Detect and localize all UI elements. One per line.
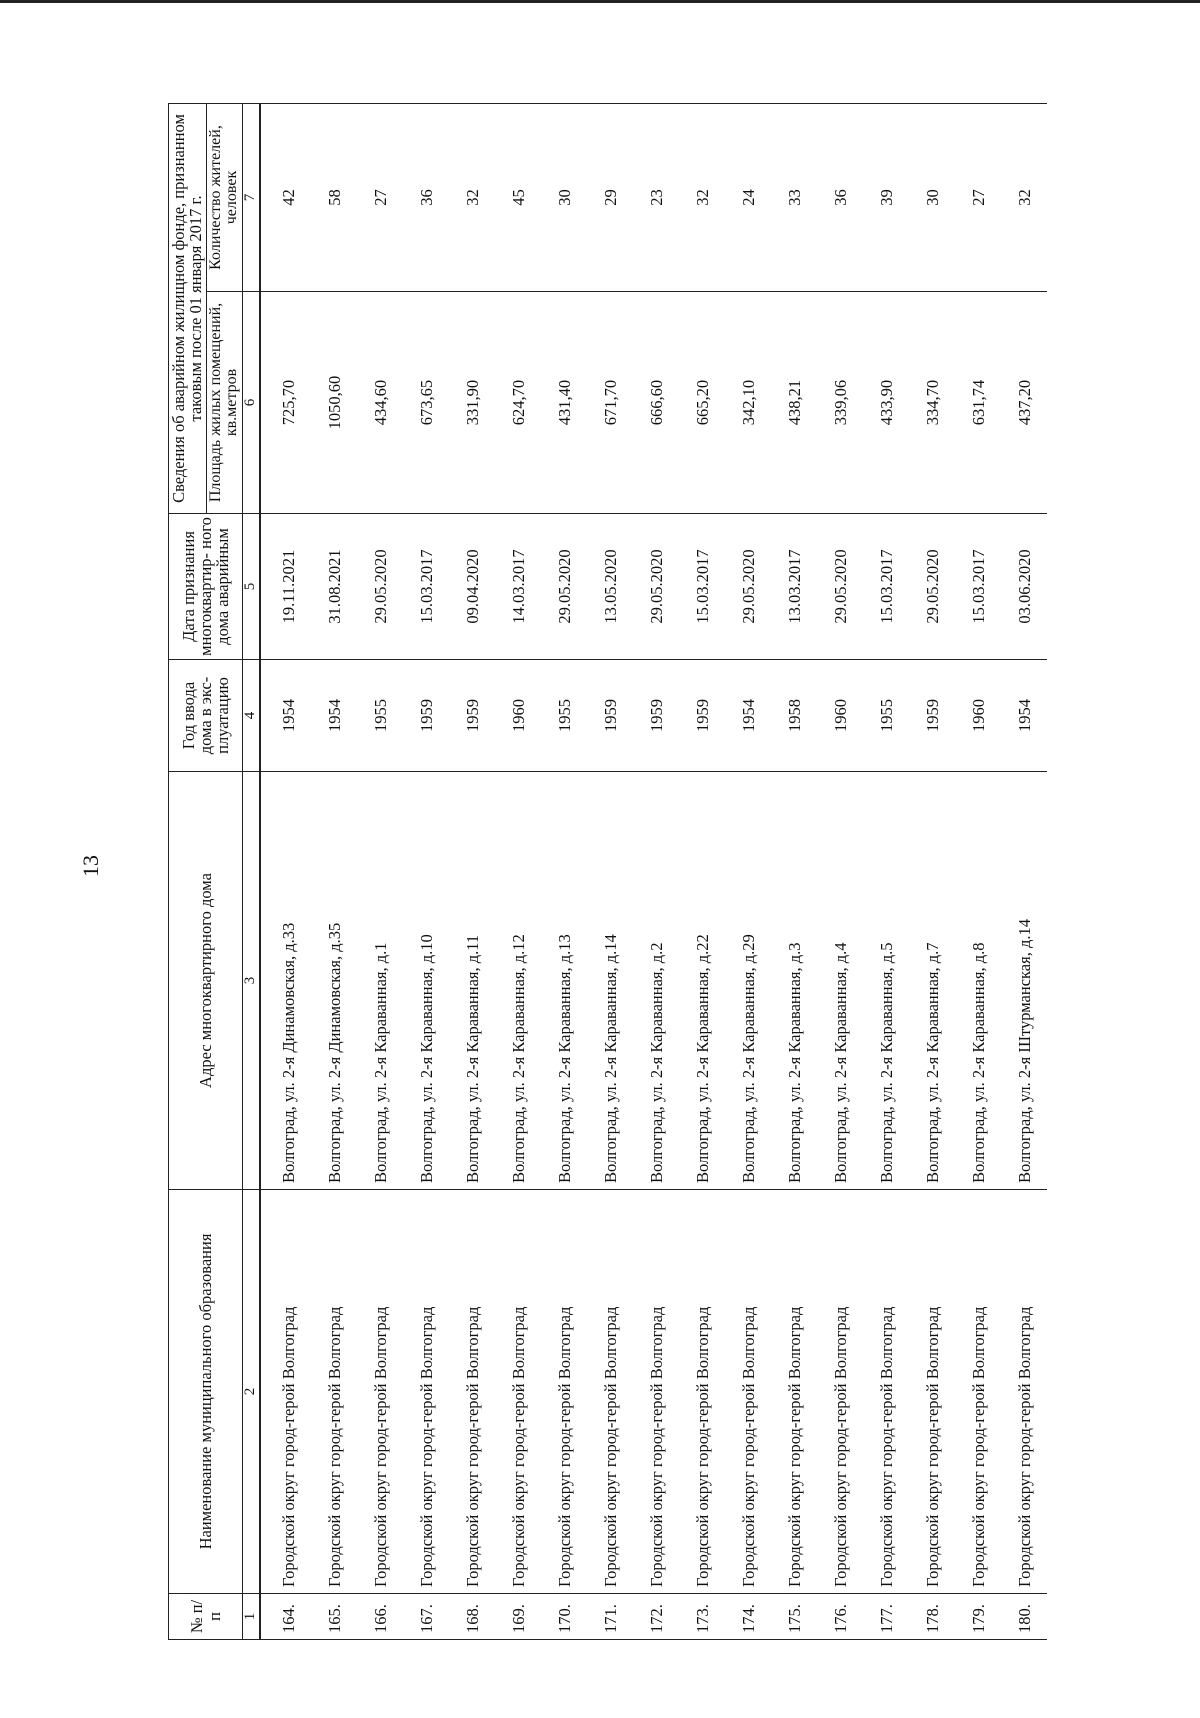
cell-municipality: Городской округ город-герой Волгоград: [541, 1190, 587, 1594]
column-number: 3: [243, 772, 261, 1190]
table-row: [1001, 104, 1047, 1640]
cell-number: 177.: [863, 1594, 909, 1640]
cell-year-built: 1955: [357, 660, 403, 772]
cell-municipality: Городской округ город-герой Волгоград: [587, 1190, 633, 1594]
cell-address: Волгоград, ул. 2-я Караванная, д.14: [587, 772, 633, 1190]
cell-residents: 36: [817, 104, 863, 292]
cell-residents: 27: [955, 104, 1001, 292]
cell-address: Волгоград, ул. 2-я Караванная, д.1: [357, 772, 403, 1190]
cell-number: 176.: [817, 1594, 863, 1640]
cell-living-area: 665,20: [679, 292, 725, 514]
cell-living-area: 631,74: [955, 292, 1001, 514]
cell-year-built: 1954: [311, 660, 357, 772]
table-row: [311, 104, 357, 1640]
cell-date-declared: 14.03.2017: [495, 514, 541, 660]
cell-year-built: 1959: [909, 660, 955, 772]
cell-living-area: 331,90: [449, 292, 495, 514]
cell-date-declared: 29.05.2020: [357, 514, 403, 660]
header-municipality: Наименование муниципального образования: [169, 1190, 243, 1594]
cell-address: Волгоград, ул. 2-я Караванная, д.13: [541, 772, 587, 1190]
cell-date-declared: 13.03.2017: [771, 514, 817, 660]
cell-address: Волгоград, ул. 2-я Караванная, д.5: [863, 772, 909, 1190]
cell-residents: 29: [587, 104, 633, 292]
table-body: [260, 104, 1047, 1640]
column-number: 6: [243, 292, 261, 514]
cell-living-area: 431,40: [541, 292, 587, 514]
cell-living-area: 434,60: [357, 292, 403, 514]
cell-municipality: Городской округ город-герой Волгоград: [817, 1190, 863, 1594]
cell-address: Волгоград, ул. 2-я Караванная, д.8: [955, 772, 1001, 1190]
page-number: 13: [78, 855, 103, 877]
table-row: [725, 104, 771, 1640]
cell-residents: 24: [725, 104, 771, 292]
cell-year-built: 1954: [1001, 660, 1047, 772]
cell-date-declared: 29.05.2020: [633, 514, 679, 660]
table-row: [403, 104, 449, 1640]
cell-date-declared: 29.05.2020: [817, 514, 863, 660]
cell-year-built: 1955: [541, 660, 587, 772]
cell-year-built: 1959: [403, 660, 449, 772]
column-number: 1: [243, 1594, 261, 1640]
cell-number: 167.: [403, 1594, 449, 1640]
cell-residents: 23: [633, 104, 679, 292]
cell-municipality: Городской округ город-герой Волгоград: [955, 1190, 1001, 1594]
cell-residents: 39: [863, 104, 909, 292]
cell-municipality: Городской округ город-герой Волгоград: [863, 1190, 909, 1594]
header-address: Адрес многоквартирного дома: [169, 772, 243, 1190]
cell-municipality: Городской округ город-герой Волгоград: [260, 1190, 311, 1594]
column-number: 4: [243, 660, 261, 772]
cell-year-built: 1959: [449, 660, 495, 772]
cell-living-area: 624,70: [495, 292, 541, 514]
cell-year-built: 1954: [725, 660, 771, 772]
header-residents: Количество жителей, человек: [206, 104, 243, 292]
cell-living-area: 342,10: [725, 292, 771, 514]
cell-municipality: Городской округ город-герой Волгоград: [771, 1190, 817, 1594]
cell-residents: 27: [357, 104, 403, 292]
table-row: [587, 104, 633, 1640]
cell-number: 169.: [495, 1594, 541, 1640]
cell-municipality: Городской округ город-герой Волгоград: [909, 1190, 955, 1594]
cell-living-area: 438,21: [771, 292, 817, 514]
cell-address: Волгоград, ул. 2-я Караванная, д.10: [403, 772, 449, 1190]
table-row: [357, 104, 403, 1640]
cell-address: Волгоград, ул. 2-я Караванная, д.11: [449, 772, 495, 1190]
cell-living-area: 1050,60: [311, 292, 357, 514]
cell-date-declared: 31.08.2021: [311, 514, 357, 660]
cell-number: 175.: [771, 1594, 817, 1640]
column-number: 5: [243, 514, 261, 660]
cell-municipality: Городской округ город-герой Волгоград: [725, 1190, 771, 1594]
cell-municipality: Городской округ город-герой Волгоград: [403, 1190, 449, 1594]
table-row: [541, 104, 587, 1640]
cell-date-declared: 15.03.2017: [955, 514, 1001, 660]
cell-address: Волгоград, ул. 2-я Караванная, д.7: [909, 772, 955, 1190]
cell-living-area: 666,60: [633, 292, 679, 514]
header-date: Дата признания многоквартир- ного дома аварийным: [169, 514, 243, 660]
cell-living-area: 339,06: [817, 292, 863, 514]
cell-date-declared: 13.05.2020: [587, 514, 633, 660]
cell-date-declared: 29.05.2020: [725, 514, 771, 660]
cell-number: 173.: [679, 1594, 725, 1640]
header-area: Площадь жилых помещений, кв.метров: [206, 292, 243, 514]
cell-date-declared: 15.03.2017: [403, 514, 449, 660]
cell-residents: 30: [909, 104, 955, 292]
table-row: [495, 104, 541, 1640]
cell-residents: 32: [449, 104, 495, 292]
cell-year-built: 1960: [817, 660, 863, 772]
cell-residents: 30: [541, 104, 587, 292]
cell-municipality: Городской округ город-герой Волгоград: [495, 1190, 541, 1594]
cell-year-built: 1960: [955, 660, 1001, 772]
cell-number: 164.: [260, 1594, 311, 1640]
cell-address: Волгоград, ул. 2-я Динамовская, д.33: [260, 772, 311, 1190]
cell-number: 168.: [449, 1594, 495, 1640]
column-number-row: [243, 104, 261, 1640]
cell-address: Волгоград, ул. 2-я Штурманская, д.14: [1001, 772, 1047, 1190]
cell-number: 179.: [955, 1594, 1001, 1640]
cell-municipality: Городской округ город-герой Волгоград: [633, 1190, 679, 1594]
cell-number: 170.: [541, 1594, 587, 1640]
column-number: 7: [243, 104, 261, 292]
cell-year-built: 1959: [587, 660, 633, 772]
cell-number: 165.: [311, 1594, 357, 1640]
cell-residents: 32: [1001, 104, 1047, 292]
cell-date-declared: 19.11.2021: [260, 514, 311, 660]
table-row: [771, 104, 817, 1640]
cell-residents: 45: [495, 104, 541, 292]
cell-date-declared: 29.05.2020: [541, 514, 587, 660]
cell-date-declared: 09.04.2020: [449, 514, 495, 660]
cell-address: Волгоград, ул. 2-я Караванная, д.12: [495, 772, 541, 1190]
table-row: [955, 104, 1001, 1640]
cell-municipality: Городской округ город-герой Волгоград: [679, 1190, 725, 1594]
emergency-housing-table: [168, 103, 1047, 1640]
cell-year-built: 1959: [633, 660, 679, 772]
cell-municipality: Городской округ город-герой Волгоград: [449, 1190, 495, 1594]
cell-address: Волгоград, ул. 2-я Караванная, д.4: [817, 772, 863, 1190]
cell-number: 174.: [725, 1594, 771, 1640]
cell-date-declared: 03.06.2020: [1001, 514, 1047, 660]
cell-municipality: Городской округ город-герой Волгоград: [357, 1190, 403, 1594]
cell-residents: 42: [260, 104, 311, 292]
header-num: № п/п: [169, 1594, 243, 1640]
cell-living-area: 433,90: [863, 292, 909, 514]
table-row: [909, 104, 955, 1640]
cell-living-area: 673,65: [403, 292, 449, 514]
cell-year-built: 1960: [495, 660, 541, 772]
cell-year-built: 1958: [771, 660, 817, 772]
cell-residents: 32: [679, 104, 725, 292]
cell-address: Волгоград, ул. 2-я Динамовская, д.35: [311, 772, 357, 1190]
table-row: [449, 104, 495, 1640]
table-row: [817, 104, 863, 1640]
cell-number: 172.: [633, 1594, 679, 1640]
table-row: [863, 104, 909, 1640]
cell-address: Волгоград, ул. 2-я Караванная, д.2: [633, 772, 679, 1190]
cell-living-area: 725,70: [260, 292, 311, 514]
cell-date-declared: 15.03.2017: [863, 514, 909, 660]
cell-number: 180.: [1001, 1594, 1047, 1640]
header-group: Сведения об аварийном жилищном фонде, признанном таковым после 01 января 2017 г.: [169, 104, 207, 514]
cell-year-built: 1954: [260, 660, 311, 772]
cell-date-declared: 15.03.2017: [679, 514, 725, 660]
cell-address: Волгоград, ул. 2-я Караванная, д.29: [725, 772, 771, 1190]
cell-municipality: Городской округ город-герой Волгоград: [311, 1190, 357, 1594]
cell-address: Волгоград, ул. 2-я Караванная, д.22: [679, 772, 725, 1190]
cell-year-built: 1955: [863, 660, 909, 772]
cell-residents: 36: [403, 104, 449, 292]
cell-date-declared: 29.05.2020: [909, 514, 955, 660]
header-year: Год ввода дома в экс- плуатацию: [169, 660, 243, 772]
cell-municipality: Городской округ город-герой Волгоград: [1001, 1190, 1047, 1594]
table-row: [679, 104, 725, 1640]
cell-residents: 58: [311, 104, 357, 292]
cell-number: 171.: [587, 1594, 633, 1640]
cell-living-area: 671,70: [587, 292, 633, 514]
table-row: [260, 104, 311, 1640]
cell-living-area: 437,20: [1001, 292, 1047, 514]
cell-living-area: 334,70: [909, 292, 955, 514]
column-number: 2: [243, 1190, 261, 1594]
table-row: [633, 104, 679, 1640]
cell-address: Волгоград, ул. 2-я Караванная, д.3: [771, 772, 817, 1190]
cell-residents: 33: [771, 104, 817, 292]
cell-year-built: 1959: [679, 660, 725, 772]
cell-number: 178.: [909, 1594, 955, 1640]
cell-number: 166.: [357, 1594, 403, 1640]
